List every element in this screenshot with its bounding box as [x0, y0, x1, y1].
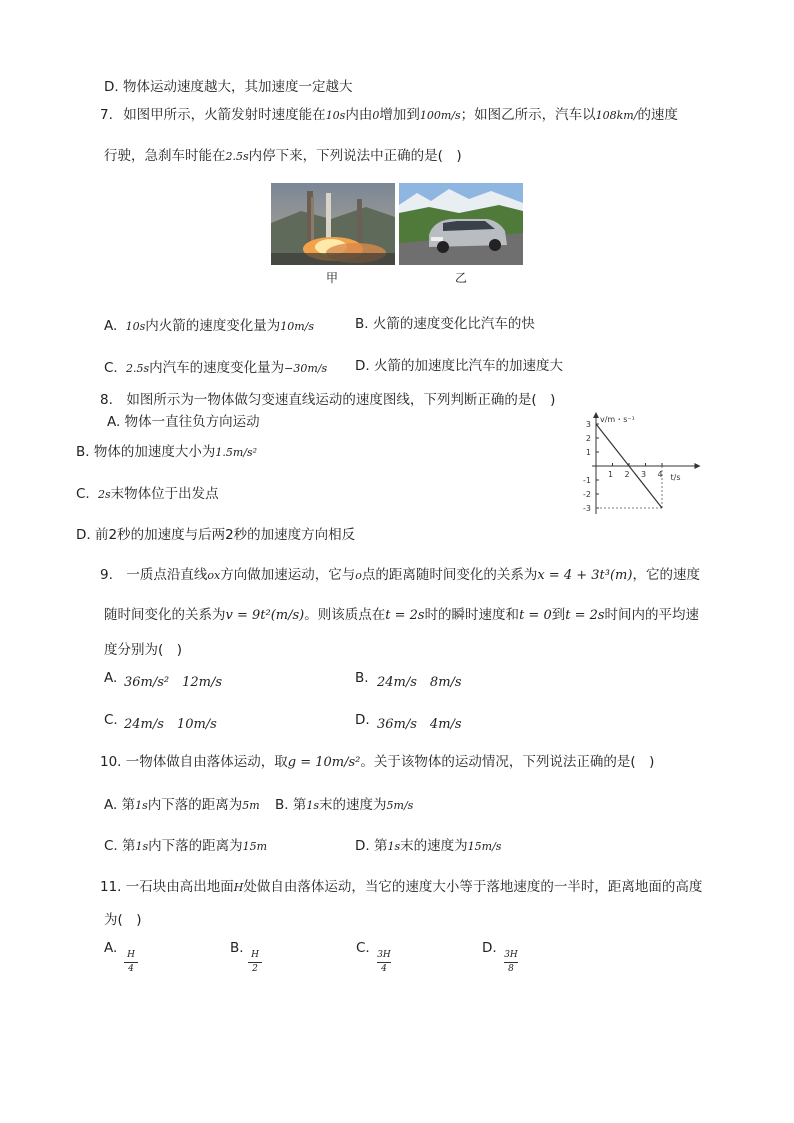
- velocity-time-graph: [582, 404, 722, 524]
- car-photo: [399, 183, 523, 265]
- rocket-launch-photo: [271, 183, 395, 265]
- q9-option-c: 24m/s 10m/s: [124, 717, 217, 732]
- q6-option-d: D. 物体运动速度越大，其加速度一定越大: [104, 79, 353, 95]
- y-tick-label: -1: [583, 476, 591, 485]
- y-tick-label: 1: [585, 448, 591, 457]
- q8-option-d: D. 前2秒的加速度与后两2秒的加速度方向相反: [76, 527, 356, 543]
- q7-option-d: D. 火箭的加速度比汽车的加速度大: [355, 358, 563, 374]
- q9-line1: 9. 一质点沿直线ox方向做加速运动，它与o点的距离随时间变化的关系为x = 4 + 3t³(m)，它的速度: [100, 567, 700, 583]
- q11-option-d-label: D.: [482, 940, 497, 956]
- q9-option-b-label: B.: [355, 670, 369, 686]
- q10-option-b: B. 第1s末的速度为5m/s: [275, 797, 414, 813]
- q8-option-a: A. 物体一直往负方向运动: [107, 414, 260, 430]
- q7-line1: 7. 如图甲所示，火箭发射时速度能在10s内由0增加到100m/s；如图乙所示，汽车以108km/的速度: [100, 107, 678, 123]
- q10-option-a: A. 第1s内下落的距离为5m: [104, 797, 260, 813]
- q9-line3: 度分别为( ): [104, 642, 183, 658]
- caption-yi: 乙: [455, 271, 468, 285]
- q9-option-b: 24m/s 8m/s: [377, 675, 462, 690]
- y-axis-arrow: [593, 412, 599, 418]
- q11-option-b-fraction: H 2: [244, 950, 266, 975]
- q7-line2: 行驶，急刹车时能在2.5s内停下来，下列说法中正确的是( ): [104, 148, 462, 164]
- q8-stem: 8. 如图所示为一物体做匀变速直线运动的速度图线，下列判断正确的是( ): [100, 392, 556, 408]
- q11-option-c-label: C.: [356, 940, 370, 956]
- q11-option-a-fraction: H 4: [120, 950, 142, 975]
- q11-option-a-label: A.: [104, 940, 118, 956]
- q7-option-b: B. 火箭的速度变化比汽车的快: [355, 316, 535, 332]
- q9-option-d: 36m/s 4m/s: [377, 717, 462, 732]
- q10-option-d: D. 第1s末的速度为15m/s: [355, 838, 502, 854]
- q8-option-c: C. 2s末物体位于出发点: [76, 486, 219, 502]
- x-tick-label: 3: [640, 470, 647, 479]
- q9-option-a: 36m/s² 12m/s: [124, 675, 223, 690]
- x-tick-label: 2: [624, 470, 630, 479]
- q8-option-b: B. 物体的加速度大小为1.5m/s²: [76, 444, 258, 460]
- q9-option-a-label: A.: [104, 670, 118, 686]
- q11-option-d-fraction: 3H 8: [504, 950, 518, 974]
- caption-jia: 甲: [326, 271, 339, 285]
- q9-line2: 随时间变化的关系为v = 9t²(m/s)。则该质点在t = 2s时的瞬时速度和t = 0到t = 2s时间内的平均速: [104, 607, 700, 623]
- q11-option-c-fraction: 3H 4: [377, 950, 391, 974]
- y-axis-label: v/m・s⁻¹: [600, 415, 635, 424]
- x-axis-label: t/s: [670, 473, 681, 482]
- y-tick-label: 2: [585, 434, 591, 443]
- y-tick-label: -3: [583, 504, 591, 513]
- q11-line1: 11. 一石块由高出地面H处做自由落体运动，当它的速度大小等于落地速度的一半时，距离地面的高度: [100, 879, 703, 895]
- q7-option-a: A. 10s内火箭的速度变化量为10m/s: [104, 318, 315, 334]
- q11-option-b-label: B.: [230, 940, 244, 956]
- x-tick-label: 1: [607, 470, 614, 479]
- q11-line2: 为( ): [104, 912, 142, 928]
- x-axis-arrow: [695, 463, 701, 469]
- y-tick-label: -2: [583, 490, 591, 499]
- q7-number: 7.: [100, 107, 113, 123]
- q10-option-c: C. 第1s内下落的距离为15m: [104, 838, 268, 854]
- y-tick-label: 3: [585, 420, 591, 429]
- q9-option-c-label: C.: [104, 712, 118, 728]
- x-tick-label: 4: [657, 470, 663, 479]
- q10-stem: 10. 一物体做自由落体运动，取g = 10m/s²。关于该物体的运动情况，下列说法正确的是( ): [100, 754, 655, 770]
- q7-option-c: C. 2.5s内汽车的速度变化量为−30m/s: [104, 360, 328, 376]
- q9-option-d-label: D.: [355, 712, 370, 728]
